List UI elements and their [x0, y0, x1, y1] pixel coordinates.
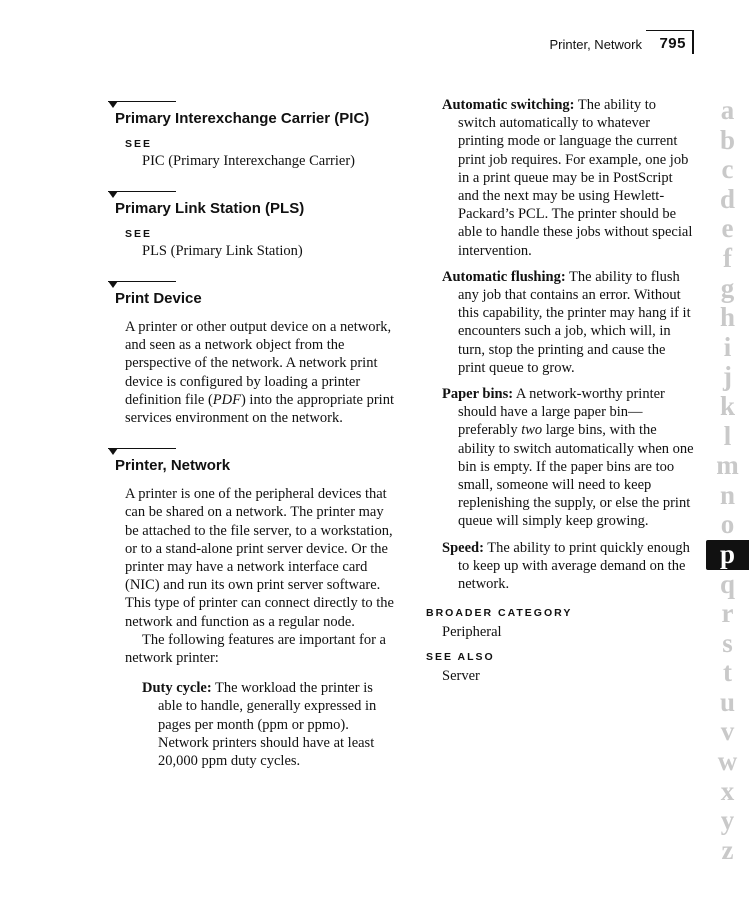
broader-category-value: Peripheral	[442, 624, 502, 641]
running-head	[500, 30, 694, 54]
definition-paragraph: The following features are important for a network printer:	[125, 631, 386, 667]
thumb-index-letter-a: a	[720, 95, 735, 125]
feature-name: Automatic flushing:	[442, 268, 566, 285]
see-also	[424, 651, 696, 685]
entry-marker	[108, 443, 178, 453]
thumb-index-letter-x: x	[720, 775, 735, 806]
definition-paragraph: A printer or other output device on a network, and seen as a network object from the perspective of the network. A network print device is configured by loading a printer definition file (PDF) into the appropriate print services environment on the network.	[125, 319, 394, 427]
thumb-index-letter-f: f	[723, 242, 732, 273]
entry-term: Primary Link Station (PLS)	[115, 200, 305, 217]
triangle-marker-icon	[108, 101, 118, 108]
thumb-index-letter-m: m	[716, 450, 739, 481]
feature-text: The ability to flush any job that contains an error. Without this capability, the printer may hang if it encounters such a job, which will, in turn, stop the printing and cause the print queue to grow.	[458, 268, 691, 376]
broader-category	[424, 607, 696, 641]
entry-printer-network	[108, 443, 398, 770]
entry-marker	[108, 186, 178, 196]
right-column	[424, 96, 696, 685]
entry-pic	[108, 96, 398, 170]
feature-name: Duty cycle:	[142, 680, 212, 697]
thumb-index-letter-s: s	[722, 627, 733, 658]
feature-automatic-switching	[442, 96, 696, 260]
entry-pls	[108, 186, 398, 260]
feature-paper-bins: Paper bins: A network-worthy printer should have a large paper bin—preferably two large bins, with the ability to switch automatically when one bin is empty. If the paper bins are too small, someone will need to keep replenishing the supply, or else the print queue will simply keep growing.	[442, 386, 694, 530]
feature-text: The ability to switch automatically to whatever printing mode or language the current print job requires. For example, one job in a print queue may be in PostScript and the next may be using Hewlett-Packard’s PCL. The printer should be able to handle these jobs without special intervention.	[458, 97, 693, 259]
thumb-index-letter-j: j	[723, 361, 732, 392]
see-label: SEE	[125, 138, 153, 150]
thumb-index-letter-i: i	[723, 331, 732, 362]
thumb-index-letter-e: e	[721, 213, 734, 244]
running-title: Printer, Network	[549, 37, 642, 52]
feature-text: The ability to print quickly enough to keep up with average demand on the network.	[458, 539, 690, 593]
thumb-index-letter-g: g	[720, 272, 735, 303]
see-label: SEE	[125, 228, 153, 240]
thumb-index-letter-b: b	[719, 124, 736, 155]
thumb-index-letter-n: n	[719, 479, 736, 510]
thumb-index-letter-h: h	[719, 302, 736, 333]
thumb-index-letter-q: q	[719, 568, 736, 599]
entry-marker	[108, 276, 178, 286]
entry-print-device	[108, 276, 398, 427]
thumb-index-letter-o: o	[720, 509, 735, 540]
see-reference: PLS (Primary Link Station)	[142, 243, 303, 259]
entry-marker	[108, 96, 178, 106]
triangle-marker-icon	[108, 281, 118, 288]
thumb-index-letter-d: d	[719, 183, 736, 214]
thumb-index-letter-r: r	[721, 598, 734, 629]
definition-paragraph: A printer is one of the peripheral devices that can be shared on a network. The printer may be attached to the file server, to a workstation, or to a stand-alone print server device. Or the printer may have a network interface card (NIC) and run its own print server software. This type of printer can connect directly to the network and function as a regular node.	[125, 486, 394, 630]
feature-name: Paper bins:	[442, 386, 514, 403]
feature-name: Speed:	[442, 539, 484, 556]
left-column	[108, 96, 398, 770]
thumb-index-letter-y: y	[720, 805, 735, 836]
entry-term: Printer, Network	[115, 457, 231, 475]
thumb-index-letter-t: t	[723, 657, 732, 688]
feature-speed	[442, 539, 696, 594]
broader-category-label: BROADER CATEGORY	[426, 607, 573, 620]
thumb-index-letter-v: v	[720, 716, 735, 747]
thumb-index-letter-u: u	[719, 686, 736, 717]
feature-text: The workload the printer is able to handle, generally expressed in pages per month (ppm or ppmo). Network printers should have at least 20,000 ppm duty cycles.	[158, 680, 377, 770]
feature-duty-cycle	[142, 679, 398, 770]
thumb-index-letter-p: p	[706, 540, 749, 570]
pdf-abbrev: PDF	[212, 391, 241, 408]
thumb-index	[706, 96, 749, 865]
thumb-index-letter-z: z	[721, 834, 734, 865]
thumb-index-letter-k: k	[719, 390, 736, 421]
page-number: 795	[659, 35, 686, 52]
thumb-index-letter-w: w	[717, 746, 738, 777]
see-also-value: Server	[442, 668, 480, 685]
entry-term: Print Device	[115, 290, 202, 307]
thumb-index-letter-c: c	[721, 154, 734, 185]
feature-automatic-flushing	[442, 268, 696, 377]
entry-term: Primary Interexchange Carrier (PIC)	[115, 110, 370, 127]
triangle-marker-icon	[108, 448, 118, 455]
thumb-index-letter-l: l	[723, 420, 732, 451]
see-also-label: SEE ALSO	[426, 651, 495, 664]
see-reference: PIC (Primary Interexchange Carrier)	[142, 153, 355, 169]
feature-name: Automatic switching:	[442, 97, 575, 113]
triangle-marker-icon	[108, 191, 118, 198]
